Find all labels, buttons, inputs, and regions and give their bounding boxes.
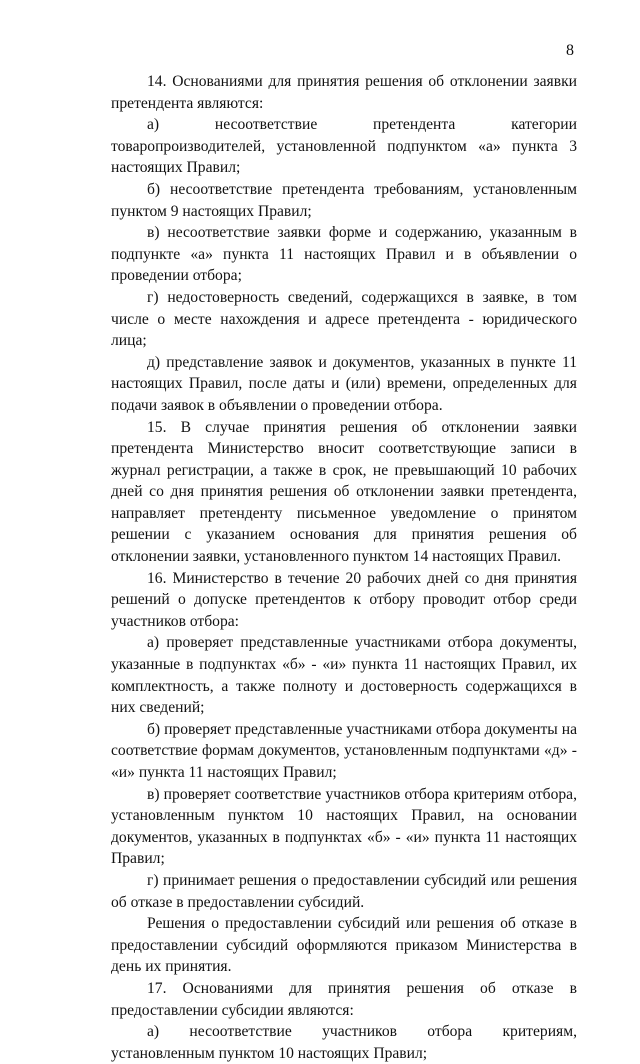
paragraph-14b: б) несоответствие претендента требованиям, установленным пунктом 9 настоящих Правил; xyxy=(111,180,577,220)
paragraph-14g: г) недостоверность сведений, содержащихся в заявке, в том числе о месте нахождения и адресе претендента - юридического лица; xyxy=(111,288,577,350)
paragraph-14d: д) представление заявок и документов, указанных в пункте 11 настоящих Правил, после даты и (или) времени, определенных для подачи заявок в объявлении о проведении отбора. xyxy=(111,353,577,414)
page-number: 8 xyxy=(566,42,574,59)
paragraph-16-decisions: Решения о предоставлении субсидий или решения об отказе в предоставлении субсидий оформляются приказом Министерства в день их принятия. xyxy=(111,915,577,976)
paragraph-17: 17. Основаниями для принятия решения об отказе в предоставлении субсидии являются: xyxy=(111,979,577,1019)
paragraph-14: 14. Основаниями для принятия решения об отклонении заявки претендента являются: xyxy=(111,73,577,112)
paragraph-16b: б) проверяет представленные участниками отбора документы на соответствие формам документов, установленным подпунктами «д» - «и» пункта 11 настоящих Правил; xyxy=(111,720,577,781)
paragraph-15: 15. В случае принятия решения об отклонении заявки претендента Министерство вносит соответствующие записи в журнал регистрации, а также в срок, не превышающий 10 рабочих дней со дня принятия решения об отклонении заявки претендента, направляет претенденту письменное уведомление о принятом решении с указанием основания для принятия решения об отклонении заявки, установленного пунктом 14 настоящих Правил. xyxy=(111,418,577,566)
paragraph-14a: а) несоответствие претендента категории товаропроизводителей, установленной подпунктом «а» пункта 3 настоящих Правил; xyxy=(111,116,577,177)
paragraph-16a: а) проверяет представленные участниками отбора документы, указанные в подпунктах «б» - «и» пункта 11 настоящих Правил, их комплектность, а также полноту и достоверность содержащихся в них сведений; xyxy=(111,634,577,717)
paragraph-16g: г) принимает решения о предоставлении субсидий или решения об отказе в предоставлении субсидий. xyxy=(111,871,577,911)
paragraph-16: 16. Министерство в течение 20 рабочих дней со дня принятия решений о допуске претендентов к отбору проводит отбор среди участников отбора: xyxy=(111,569,577,630)
paragraph-17a: а) несоответствие участников отбора критериям, установленным пунктом 10 настоящих Правил; xyxy=(111,1023,577,1062)
document-body xyxy=(111,71,577,1064)
paragraph-14v: в) несоответствие заявки форме и содержанию, указанным в подпункте «а» пункта 11 настоящих Правил и в объявлении о проведении отбора; xyxy=(111,224,577,285)
paragraph-16v: в) проверяет соответствие участников отбора критериям отбора, установленным пунктом 10 настоящих Правил, на основании документов, указанных в подпунктах «б» - «и» пункта 11 настоящих Правил; xyxy=(111,785,577,868)
